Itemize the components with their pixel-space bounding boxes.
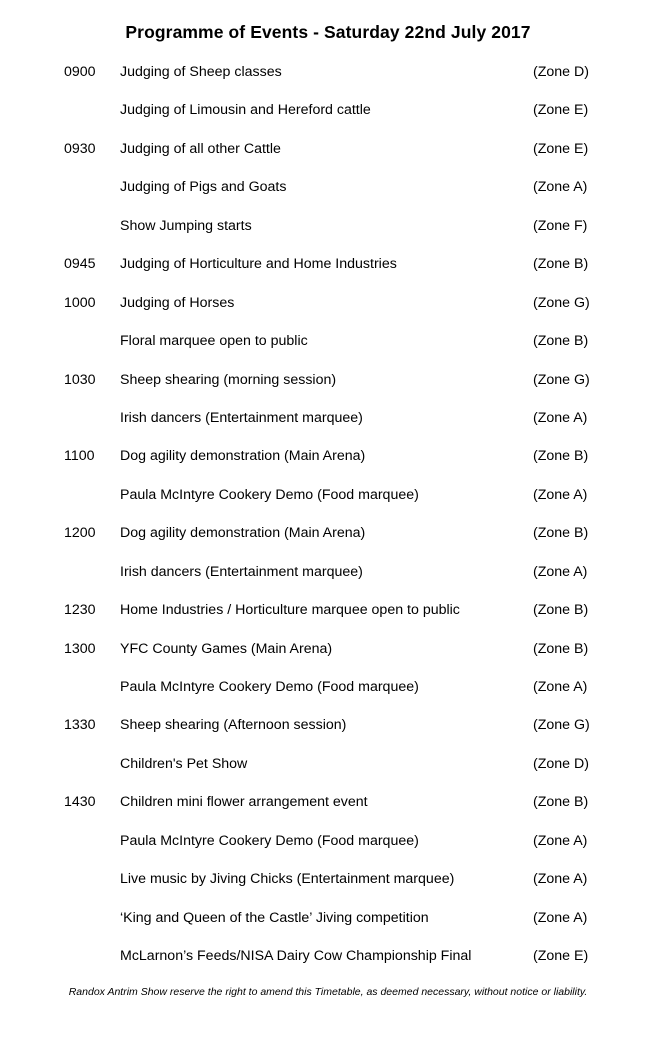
event-zone: (Zone A) bbox=[533, 909, 588, 926]
event-zone: (Zone E) bbox=[533, 102, 589, 119]
event-zone: (Zone F) bbox=[533, 217, 588, 234]
event-row bbox=[0, 867, 668, 905]
event-row bbox=[0, 60, 668, 98]
event-time: 1100 bbox=[64, 448, 95, 465]
event-row bbox=[0, 944, 668, 982]
event-description: Judging of Horses bbox=[120, 294, 235, 311]
event-zone: (Zone B) bbox=[533, 794, 589, 811]
events-list bbox=[0, 60, 668, 983]
event-time: 1000 bbox=[64, 294, 96, 311]
event-zone: (Zone B) bbox=[533, 448, 589, 465]
event-row bbox=[0, 406, 668, 444]
event-time: 1230 bbox=[64, 602, 96, 619]
event-zone: (Zone A) bbox=[533, 871, 588, 888]
event-description: Sheep shearing (Afternoon session) bbox=[120, 717, 347, 734]
event-description: ‘King and Queen of the Castle’ Jiving competition bbox=[120, 909, 429, 926]
event-zone: (Zone B) bbox=[533, 602, 589, 619]
event-description: YFC County Games (Main Arena) bbox=[120, 640, 333, 657]
event-row bbox=[0, 252, 668, 290]
event-row bbox=[0, 560, 668, 598]
event-row bbox=[0, 214, 668, 252]
event-zone: (Zone A) bbox=[533, 486, 588, 503]
event-description: Judging of Limousin and Hereford cattle bbox=[120, 102, 371, 119]
event-time: 0900 bbox=[64, 64, 96, 80]
event-row bbox=[0, 175, 668, 213]
event-description: Children mini flower arrangement event bbox=[120, 794, 368, 811]
event-zone: (Zone G) bbox=[533, 717, 590, 734]
event-zone: (Zone B) bbox=[533, 525, 589, 542]
event-time: 1030 bbox=[64, 371, 96, 388]
event-description: McLarnon’s Feeds/NISA Dairy Cow Championship Final bbox=[120, 948, 472, 965]
event-row bbox=[0, 329, 668, 367]
page-title: Programme of Events - Saturday 22nd July 2017 bbox=[125, 22, 531, 42]
event-time: 0930 bbox=[64, 140, 96, 157]
event-time: 0945 bbox=[64, 256, 96, 273]
event-time: 1330 bbox=[64, 717, 96, 734]
event-zone: (Zone G) bbox=[533, 294, 590, 311]
event-zone: (Zone G) bbox=[533, 371, 590, 388]
event-row bbox=[0, 829, 668, 867]
event-description: Dog agility demonstration (Main Arena) bbox=[120, 448, 366, 465]
event-description: Irish dancers (Entertainment marquee) bbox=[120, 563, 363, 580]
event-row bbox=[0, 98, 668, 136]
event-row bbox=[0, 598, 668, 636]
event-row bbox=[0, 752, 668, 790]
event-description: Judging of all other Cattle bbox=[120, 140, 281, 157]
event-row bbox=[0, 713, 668, 751]
event-description: Judging of Sheep classes bbox=[120, 64, 282, 80]
event-description: Floral marquee open to public bbox=[120, 333, 308, 350]
event-description: Judging of Pigs and Goats bbox=[120, 179, 287, 196]
event-zone: (Zone A) bbox=[533, 679, 588, 695]
event-time: 1430 bbox=[64, 794, 96, 811]
event-time: 1200 bbox=[64, 525, 96, 542]
event-description: Judging of Horticulture and Home Industries bbox=[120, 256, 397, 273]
event-zone: (Zone B) bbox=[533, 333, 589, 350]
event-description: Paula McIntyre Cookery Demo (Food marquee) bbox=[120, 679, 419, 695]
event-description: Dog agility demonstration (Main Arena) bbox=[120, 525, 366, 542]
event-zone: (Zone E) bbox=[533, 948, 589, 965]
event-description: Home Industries / Horticulture marquee open to public bbox=[120, 602, 460, 619]
event-description: Irish dancers (Entertainment marquee) bbox=[120, 409, 363, 426]
event-zone: (Zone A) bbox=[533, 563, 588, 580]
event-description: Live music by Jiving Chicks (Entertainment marquee) bbox=[120, 871, 455, 888]
event-row bbox=[0, 483, 668, 521]
event-description: Show Jumping starts bbox=[120, 217, 252, 234]
event-row bbox=[0, 790, 668, 828]
event-description: Sheep shearing (morning session) bbox=[120, 371, 337, 388]
event-zone: (Zone D) bbox=[533, 755, 589, 772]
event-row bbox=[0, 637, 668, 675]
event-description: Children's Pet Show bbox=[120, 755, 248, 772]
disclaimer-footer: Randox Antrim Show reserve the right to amend this Timetable, as deemed necessary, without notice or liability. bbox=[68, 986, 588, 998]
event-zone: (Zone B) bbox=[533, 256, 589, 273]
event-zone: (Zone D) bbox=[533, 64, 589, 80]
event-row bbox=[0, 521, 668, 559]
event-zone: (Zone A) bbox=[533, 179, 588, 196]
event-row bbox=[0, 291, 668, 329]
event-row bbox=[0, 675, 668, 713]
event-zone: (Zone B) bbox=[533, 640, 589, 657]
event-row bbox=[0, 368, 668, 406]
event-row bbox=[0, 906, 668, 944]
event-zone: (Zone A) bbox=[533, 832, 588, 849]
event-description: Paula McIntyre Cookery Demo (Food marquee) bbox=[120, 486, 419, 503]
event-description: Paula McIntyre Cookery Demo (Food marquee) bbox=[120, 832, 419, 849]
event-row bbox=[0, 444, 668, 482]
event-row bbox=[0, 137, 668, 175]
event-time: 1300 bbox=[64, 640, 96, 657]
event-zone: (Zone A) bbox=[533, 409, 588, 426]
event-zone: (Zone E) bbox=[533, 140, 589, 157]
